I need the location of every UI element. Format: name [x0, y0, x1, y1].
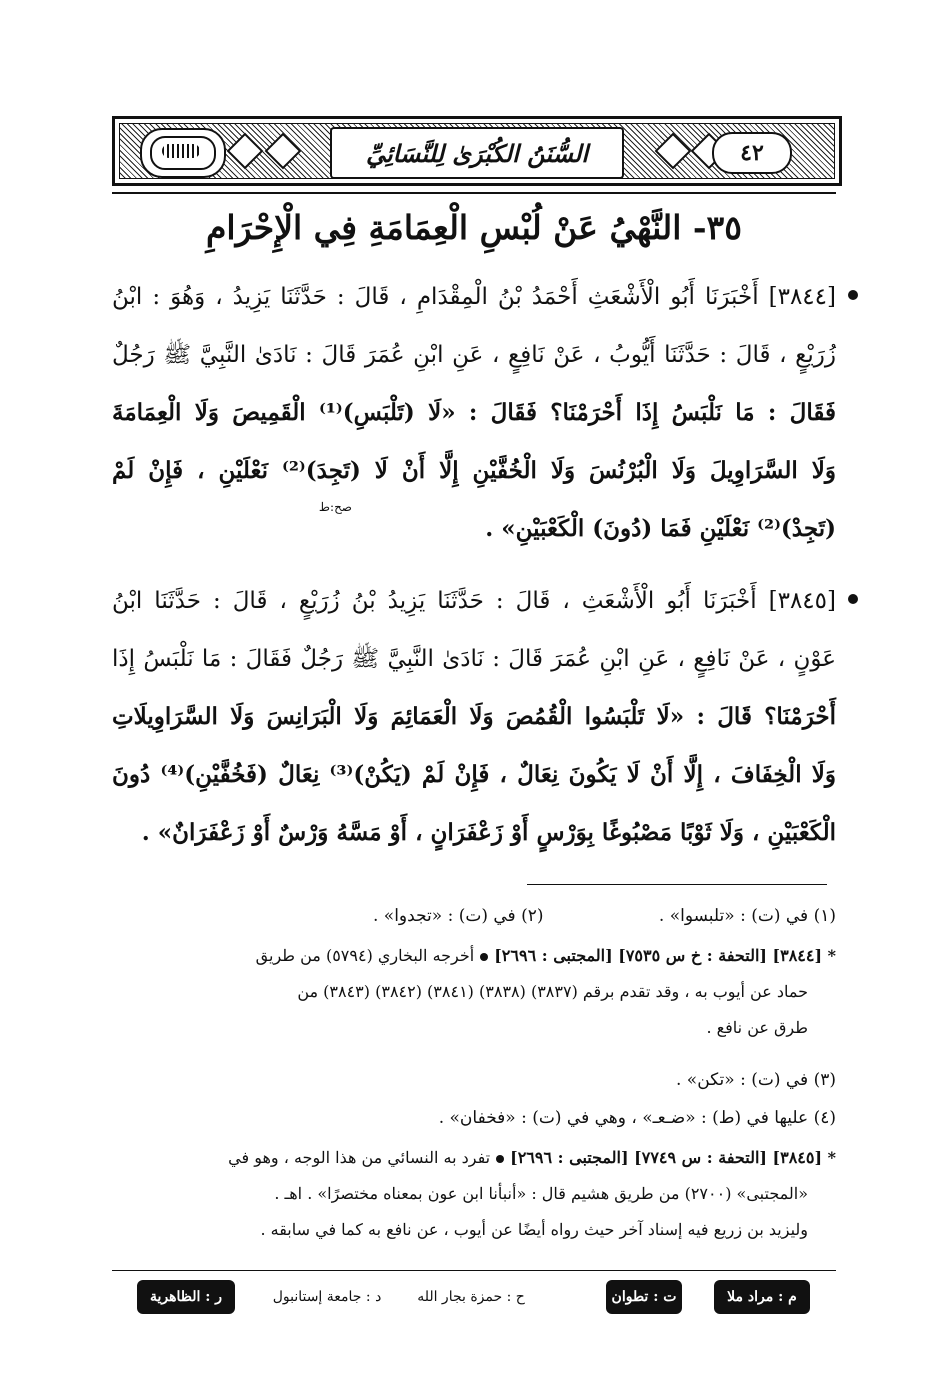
- takhrij-text: أخرجه البخاري (٥٧٩٤) من طريق: [255, 946, 475, 965]
- footnote-2: (٢) في (ت) : «تجدوا» .: [373, 906, 544, 926]
- takhrij-text: وليزيد بن زريع فيه إسناد آخر حيث رواه أيضًا عن أيوب ، عن نافع به كما في سابقه .: [260, 1220, 808, 1239]
- takhrij-3844: [112, 938, 836, 1046]
- siglum-d: د : جامعة إستانبول: [272, 1289, 382, 1305]
- footer-rule: [112, 1270, 836, 1271]
- knot-ornament-icon: [265, 133, 302, 170]
- emblem-icon: [140, 128, 226, 178]
- hadith-3844: [112, 268, 836, 558]
- bullet-icon: [480, 953, 488, 961]
- takhrij-ref: * [٣٨٤٥] [التحفة : س ٧٧٤٩] [المجتبى : ٢٦٩٦]: [510, 1148, 836, 1167]
- hadith-line: أَحْرَمْنَا؟ قَالَ : «لَا تَلْبَسُوا الْقُمُصَ وَلَا الْعَمَائِمَ وَلَا الْبَرَانِسَ وَلَا السَّرَاوِيلَاتِ: [112, 703, 836, 730]
- correction-mark: صح:ط: [318, 500, 352, 514]
- hadith-line: عَوْنٍ ، عَنْ نَافِعٍ ، عَنِ ابْنِ عُمَرَ قَالَ : نَادَىٰ النَّبِيَّ ﷺ رَجُلٌ فَقَالَ : مَا نَلْبَسُ إِذَا: [112, 646, 836, 672]
- hadith-line: [٣٨٤٥] أَخْبَرَنَا أَبُو الْأَشْعَثِ ، قَالَ : حَدَّثَنَا يَزِيدُ بْنُ زُرَيْعٍ ، قَالَ : حَدَّثَنَا ابْنُ: [112, 588, 836, 614]
- bullet-icon: [848, 594, 858, 604]
- book-title-plate: [330, 127, 624, 179]
- hadith-line: الْكَعْبَيْنِ ، وَلَا ثَوْبًا مَصْبُوغًا بِوَرْسٍ أَوْ زَعْفَرَانٍ ، أَوْ مَسَّهُ وَرْسٌ أَوْ زَعْفَرَانٌ» .: [141, 819, 836, 846]
- siglum-h: ح : حمزة بجار الله: [417, 1289, 525, 1305]
- bullet-icon: [496, 1155, 504, 1163]
- footnote-3: (٣) في (ت) : «تكن» .: [676, 1070, 836, 1090]
- page-header: [112, 116, 842, 186]
- hadith-line: [٣٨٤٤] أَخْبَرَنَا أَبُو الْأَشْعَثِ أَحْمَدُ بْنُ الْمِقْدَامِ ، قَالَ : حَدَّثَنَا يَزِيدُ ، وَهُوَ : ابْنُ: [112, 284, 836, 310]
- hadith-line: فَقَالَ : مَا نَلْبَسُ إِذَا أَحْرَمْنَا؟ فَقَالَ : «لَا (تَلْبَسِ)⁽¹⁾ الْقَمِيصَ وَلَا الْعِمَامَةَ: [112, 399, 836, 426]
- hadith-line: زُرَيْعٍ ، قَالَ : حَدَّثَنَا أَيُّوبُ ، عَنْ نَافِعٍ ، عَنِ ابْنِ عُمَرَ قَالَ : نَادَىٰ النَّبِيَّ ﷺ رَجُلٌ: [112, 342, 836, 368]
- knot-ornament-icon: [227, 133, 264, 170]
- header-ornament: [119, 123, 835, 179]
- bullet-icon: [848, 290, 858, 300]
- footnote-rule: [527, 884, 827, 885]
- takhrij-3845: [112, 1140, 836, 1248]
- takhrij-text: تفرد به النسائي من هذا الوجه ، وهو في: [228, 1148, 491, 1167]
- siglum-m: م : مراد ملا: [714, 1280, 810, 1314]
- knot-ornament-icon: [655, 133, 692, 170]
- takhrij-text: حماد عن أيوب به ، وقد تقدم برقم (٣٨٣٧) (٣٨٣٨) (٣٨٤١) (٣٨٤٢) (٣٨٤٣) من: [297, 982, 808, 1001]
- footnote-4: (٤) عليها في (ط) : «ضـعـ» ، وهي في (ت) : «فخفان» .: [438, 1108, 836, 1128]
- page-number: ٤٢: [712, 132, 792, 174]
- siglum-r: ر : الظاهرية: [137, 1280, 235, 1314]
- takhrij-ref: * [٣٨٤٤] [التحفة : خ س ٧٥٣٥] [المجتبى : ٢٦٩٦]: [494, 946, 836, 965]
- takhrij-text: طرق عن نافع .: [706, 1018, 808, 1037]
- footnotes-row-1: [112, 898, 836, 934]
- takhrij-text: «المجتبى» (٢٧٠٠) من طريق هشيم قال : «أنبأنا ابن عون بمعناه مختصرًا» . اهـ .: [274, 1184, 808, 1203]
- book-title: السُّنَنُ الكُبْرَىٰ لِلنَّسَائِيِّ: [365, 138, 589, 168]
- hadith-3845: [112, 572, 836, 862]
- hadith-line: وَلَا السَّرَاوِيلَ وَلَا الْبُرْنُسَ وَلَا الْخُفَّيْنِ إِلَّا أَنْ لَا (تَجِدَ)⁽²⁾ نَعْلَيْنِ ، فَإِنْ لَمْ: [112, 457, 836, 484]
- hadith-line: وَلَا الْخِفَافَ ، إِلَّا أَنْ لَا يَكُونَ نِعَالٌ ، فَإِنْ لَمْ (يَكُنْ)⁽³⁾ نِعَالٌ (فَخُفَّيْنِ)⁽⁴⁾ دُونَ: [112, 761, 837, 788]
- siglum-t: ت : تطوان: [606, 1280, 682, 1314]
- chapter-heading: ٣٥- النَّهْيُ عَنْ لُبْسِ الْعِمَامَةِ فِي الْإِحْرَامِ: [206, 208, 742, 247]
- footnote-1: (١) في (ت) : «تلبسوا» .: [658, 906, 836, 926]
- header-rule: [112, 192, 836, 194]
- hadith-line: (تَجِدْ)⁽²⁾ نَعْلَيْنِ فَمَا (دُونَ) الْكَعْبَيْنِ» .: [485, 515, 836, 542]
